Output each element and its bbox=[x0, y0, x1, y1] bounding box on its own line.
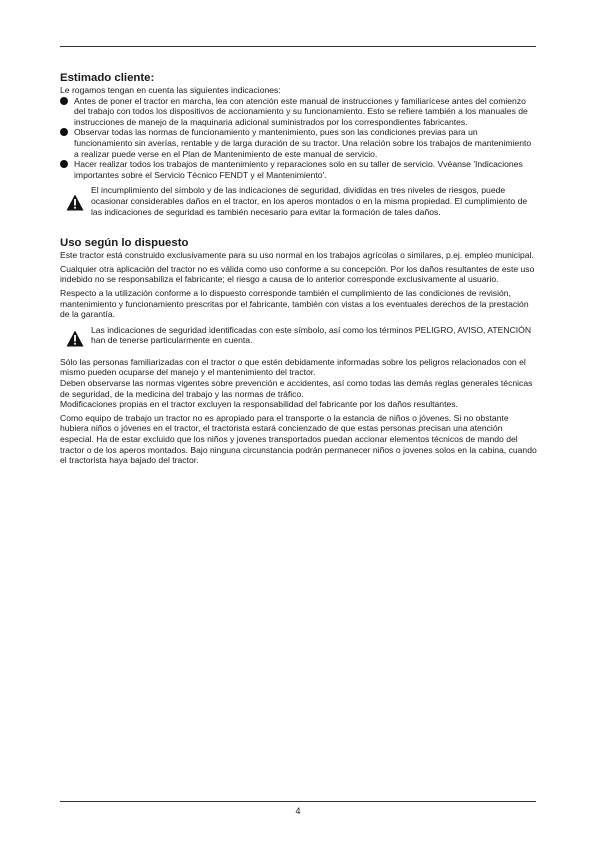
warning-triangle-icon bbox=[66, 330, 84, 347]
paragraph: Modificaciones propias en el tractor excluyen la responsabilidad del fabricante por los daños resultantes. bbox=[60, 399, 458, 410]
footer-rule bbox=[60, 801, 536, 802]
bullet-item bbox=[60, 96, 538, 128]
bullet-dot-icon bbox=[60, 160, 68, 168]
warning-note bbox=[60, 325, 538, 346]
page-number: 4 bbox=[295, 806, 301, 816]
paragraph: Cualquier otra aplicación del tractor no es válida como uso conforme a su concepción. Por los daños resultantes de este uso indebido no se responsabiliza el fabricante; el riesgo a causa de lo anterior corresponde exclusivamente al usuario. bbox=[60, 263, 535, 285]
bullet-dot-icon bbox=[60, 128, 68, 136]
warning-note bbox=[60, 185, 538, 217]
bullet-item bbox=[60, 159, 538, 180]
paragraph: Como equipo de trabajo un tractor no es apropiado para el transporte o la estancia de niños o jóvenes. Si no obstante hubiera niños o jóvenes en el tractor, el tractorista estará concienzado de que estas personas precisan una atención especial. Ha de estar excluido que los niños y jovenes transportados puedan accionar elementos técnicos de mando del tractor o de los aperos montados. Bajo ninguna circunstancia podrán permanecer niños o jovenes solos en la cabina, cuando el tractorista haya bajado del tractor. bbox=[60, 412, 537, 466]
bullet-item bbox=[60, 127, 538, 159]
section-title-estimado-cliente: Estimado cliente: bbox=[60, 72, 155, 84]
bullet-text: Hacer realizar todos los trabajos de mantenimiento y reparaciones solo en su taller de servicio. Vvéanse 'Indicaciones importantes sobre el Servicio Técnico FENDT y el Mantenimiento'. bbox=[74, 159, 523, 180]
intro-text: Le rogamos tengan en cuenta las siguientes indicaciones: bbox=[60, 85, 281, 95]
bullet-text: Observar todas las normas de funcionamiento y mantenimiento, pues son las condiciones previas para un funcionamiento sin averías, rentable y de larga duración de su tractor. Una relación sobre los trabajos de mantenimiento a realizar puede verse en el Plan de Mantenimiento de este manual de servicio. bbox=[74, 127, 532, 159]
paragraph: Sólo las personas familiarizadas con el tractor o que estén debidamente informadas sobre los peligros relacionados con el mismo pueden ocuparse del manejo y el mantenimiento del tractor. bbox=[60, 356, 526, 378]
warning-triangle-icon bbox=[66, 194, 84, 211]
page-content bbox=[60, 72, 538, 466]
warning-text: El incumplimiento del símbolo y de las indicaciones de seguridad, divididas en tres niveles de riesgos, puede ocasionar considerables daños en el tractor, en los aperos montados o en la misma propiedad. El cumplimiento de las indicaciones de seguridad es también necesario para evitar la formación de tales daños. bbox=[91, 185, 528, 217]
bullet-dot-icon bbox=[60, 97, 68, 105]
bullet-text: Antes de poner el tractor en marcha, lea con atención este manual de instrucciones y familiarícese antes del comienzo del trabajo con todos los dispositivos de accionamiento y su funcionamiento. Esto se refiere también a los manuales de instrucciones de manejo de la maquinaria adicional suministrados por los correspondientes fabricantes. bbox=[74, 95, 528, 127]
warning-text: Las indicaciones de seguridad identificadas con este símbolo, así como los términos PELIGRO, AVISO, ATENCIÓN han de tenerse particularmente en cuenta. bbox=[91, 324, 532, 346]
paragraph: Respecto a la utilización conforme a lo dispuesto corresponde también el cumplimiento de las condiciones de revisión, mantenimiento y funcionamiento prescritas por el fabricante, también con vistas a los eventuales derechos de la prestación de la garantía. bbox=[60, 287, 529, 320]
paragraph: Deben observarse las normas vigentes sobre prevención e accidentes, así como todas las demás reglas generales técnicas de seguridad, de la medicina del trabajo y las normas de tráfico. bbox=[60, 378, 533, 399]
section-title-uso: Uso según lo dispuesto bbox=[60, 237, 189, 250]
paragraph: Este tractor está construido exclusivamente para su uso normal en los trabajos agrícolas o similares, p.ej. empleo municipal. bbox=[60, 250, 534, 261]
header-rule bbox=[60, 46, 536, 47]
